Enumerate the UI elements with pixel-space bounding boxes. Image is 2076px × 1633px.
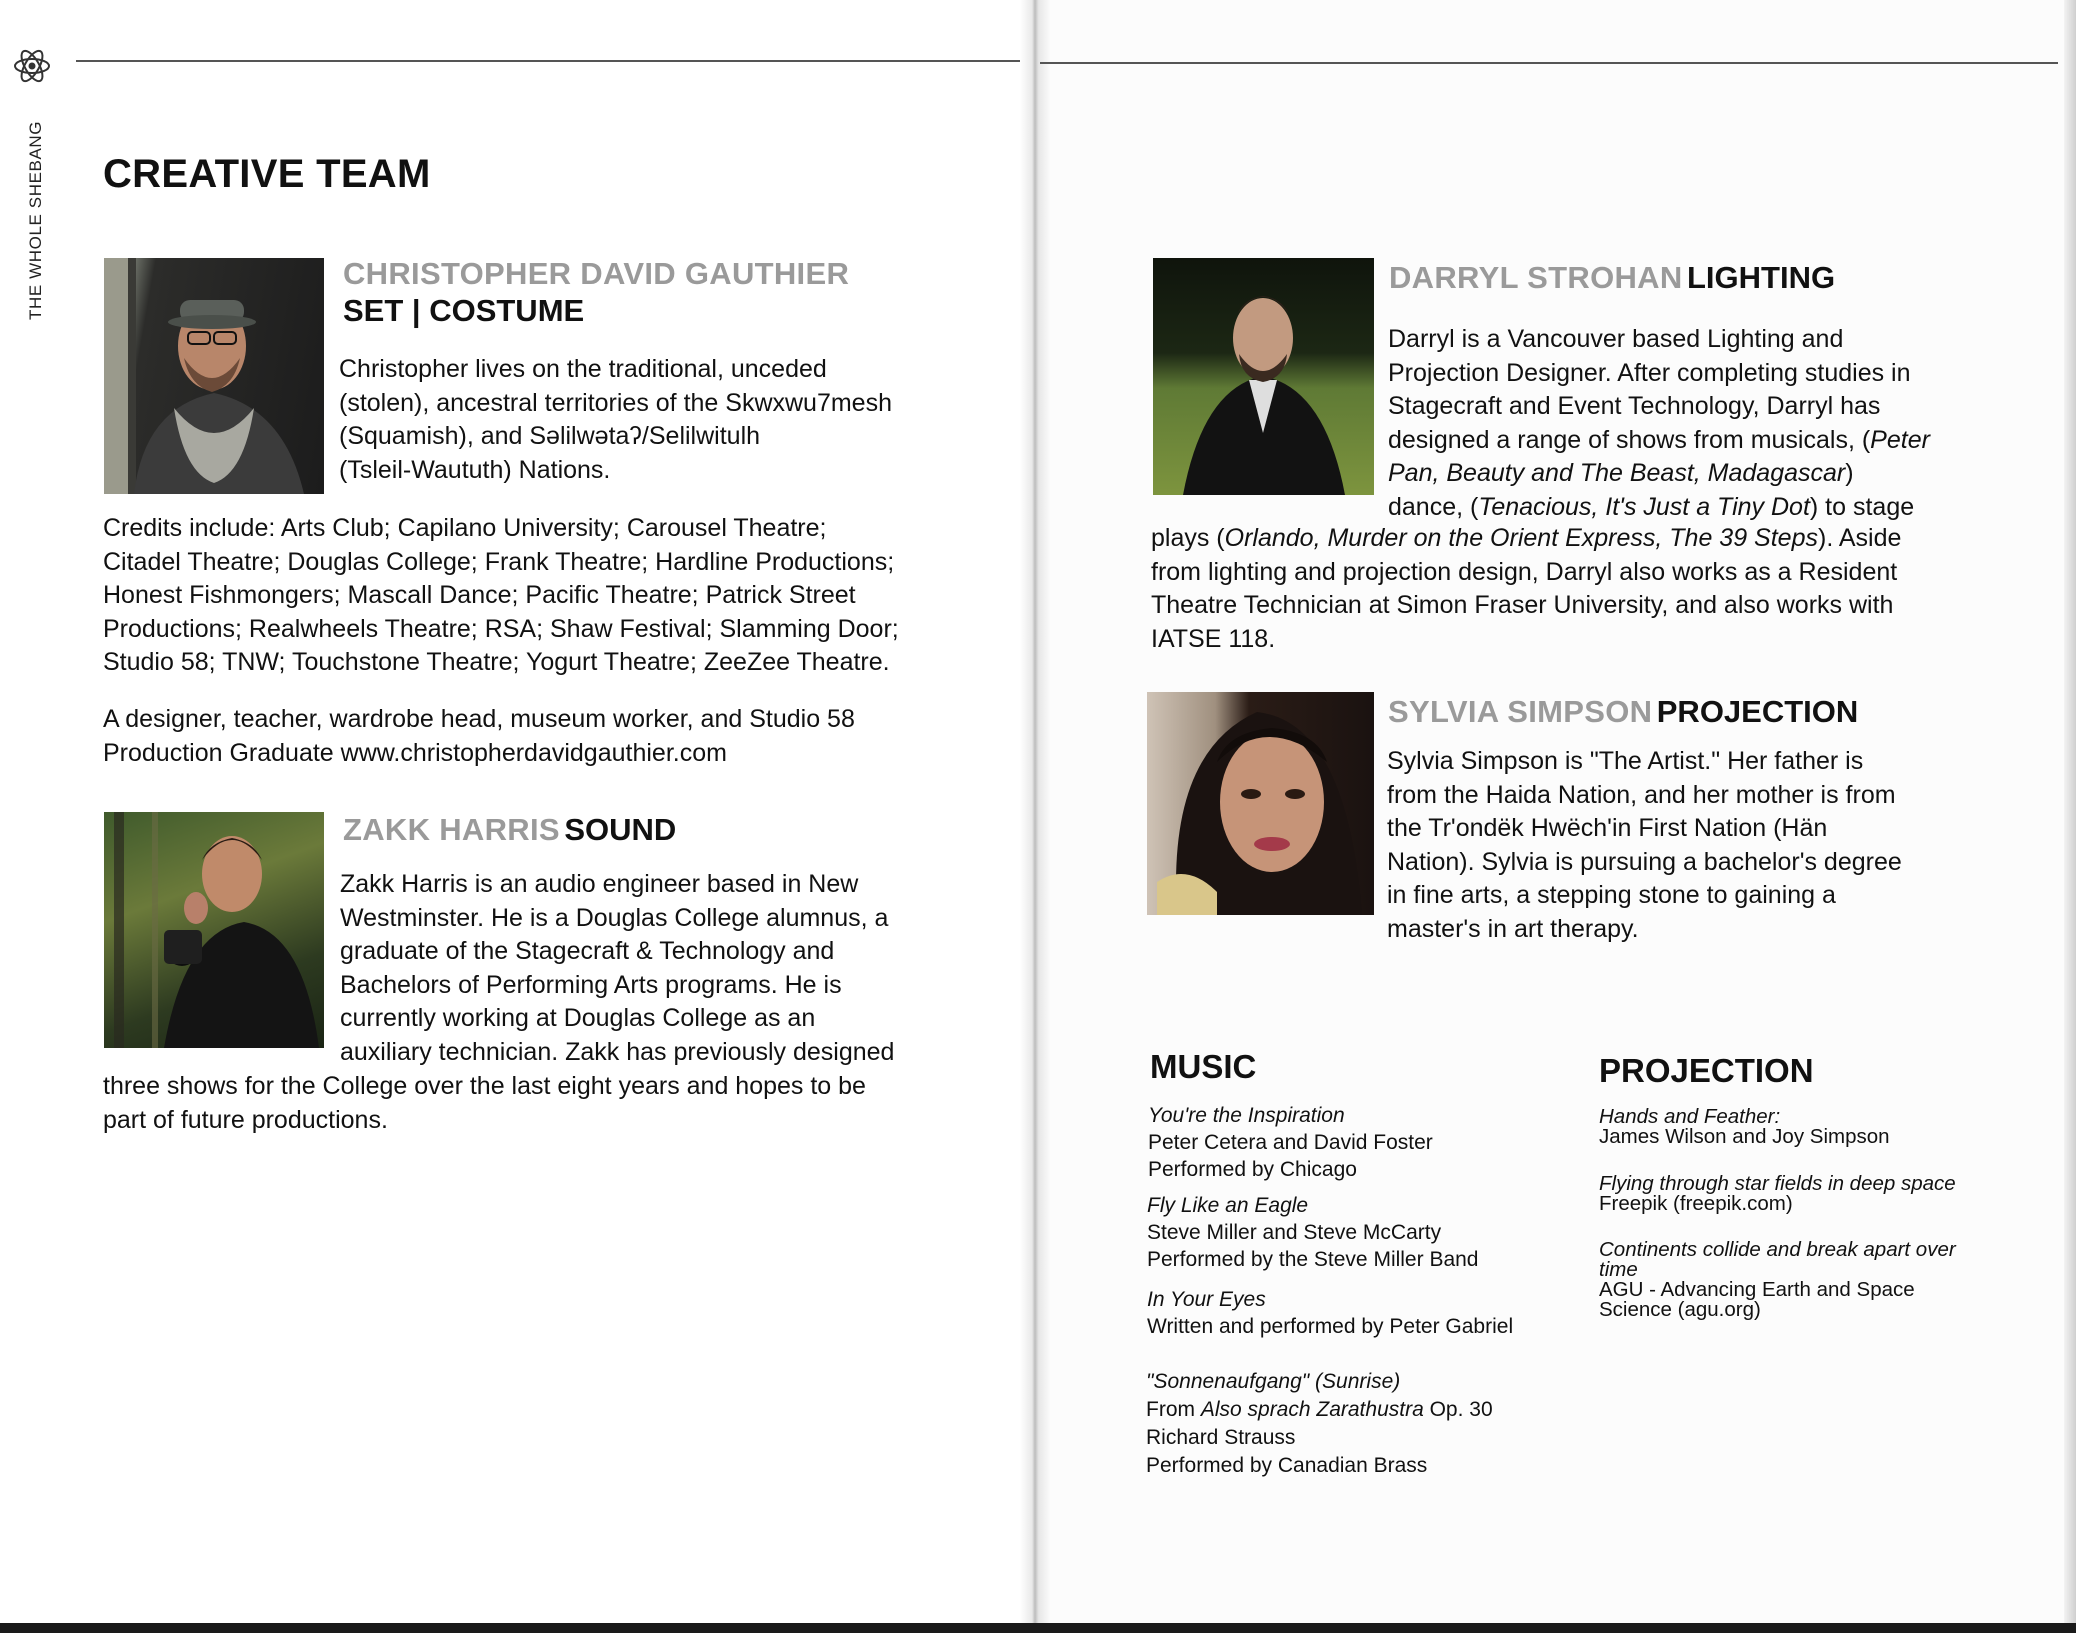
bio-darryl-continued: plays (Orlando, Murder on the Orient Express, The 39 Steps). Aside from lighting and projection design, Darryl also works as a Resident Theatre Technician at Simon Fraser University, and also works with IATSE 118.: [1151, 524, 1902, 653]
member-name-christopher: CHRISTOPHER DAVID GAUTHIER: [343, 256, 850, 291]
section-title: CREATIVE TEAM: [103, 152, 431, 196]
book-gutter: [1020, 0, 1050, 1633]
music-item: "Sonnenaufgang" (Sunrise) From Also sprach Zarathustra Op. 30 Richard Strauss Performed by Canadian Brass: [1146, 1370, 1493, 1477]
photo-zakk: [104, 812, 324, 1048]
member-heading-zakk: ZAKK HARRIS SOUND: [343, 812, 677, 847]
photo-christopher: [104, 258, 324, 494]
projection-item: Flying through star fields in deep space Freepik (freepik.com): [1599, 1172, 1956, 1215]
projection-heading: PROJECTION: [1599, 1052, 1814, 1089]
projection-item: Hands and Feather: James Wilson and Joy Simpson: [1599, 1105, 1890, 1148]
bio-christopher: Christopher lives on the traditional, unceded (stolen), ancestral territories of the Skwxwu7mesh (Squamish), and Səlilwətaʔ/Selilwitulh (Tsleil-Waututh) Nations.: [339, 355, 892, 484]
credits-christopher: Credits include: Arts Club; Capilano University; Carousel Theatre; Citadel Theatre; Douglas College; Frank Theatre; Hardline Productions; Honest Fishmongers; Mascall Dance; Pacific Theatre; Patrick Street Productions; Realwheels Theatre; RSA; Shaw Festival; Slamming Door; Studio 58; TNW; Touchstone Theatre; Yogurt Theatre; ZeeZee Theatre.: [103, 514, 899, 676]
about-christopher: A designer, teacher, wardrobe head, museum worker, and Studio 58 Production Graduate www.christopherdavidgauthier.com: [103, 705, 855, 767]
bio-zakk-continued: three shows for the College over the last eight years and hopes to be part of future productions.: [103, 1072, 866, 1134]
bio-sylvia: Sylvia Simpson is "The Artist." Her father is from the Haida Nation, and her mother is from the Tr'ondëk Hwëch'in First Nation (Hän Nation). Sylvia is pursuing a bachelor's degree in fine arts, a stepping stone to gaining a master's in art therapy.: [1387, 747, 1902, 943]
bio-darryl: Darryl is a Vancouver based Lighting and Projection Designer. After completing studies in Stagecraft and Event Technology, Darryl has designed a range of shows from musicals, (Peter Pan, Beauty and The Beast, Madagascar) dance, (Tenacious, It's Just a Tiny Dot) to stage: [1388, 325, 1930, 521]
member-heading-sylvia: SYLVIA SIMPSON PROJECTION: [1388, 694, 1859, 729]
page-edge: [2064, 0, 2076, 1633]
projection-item: Continents collide and break apart over time AGU - Advancing Earth and Space Science (agu.org): [1599, 1238, 1956, 1321]
photo-sylvia: [1147, 692, 1374, 915]
member-heading-darryl: DARRYL STROHAN LIGHTING: [1389, 260, 1836, 295]
page-bottom-edge: [0, 1623, 2076, 1633]
bio-zakk: Zakk Harris is an audio engineer based in New Westminster. He is a Douglas College alumnus, a graduate of the Stagecraft & Technology and Bachelors of Performing Arts programs. He is currently working at Douglas College as an auxiliary technician. Zakk has previously designed: [340, 870, 895, 1066]
photo-darryl: [1153, 258, 1374, 495]
music-item: In Your Eyes Written and performed by Peter Gabriel: [1147, 1288, 1514, 1338]
member-role-christopher: SET | COSTUME: [343, 293, 585, 328]
publication-side-label: THE WHOLE SHEBANG: [26, 120, 45, 320]
music-item: You're the Inspiration Peter Cetera and David Foster Performed by Chicago: [1148, 1104, 1433, 1181]
header-rule-left: [76, 60, 1020, 62]
music-heading: MUSIC: [1150, 1048, 1257, 1085]
music-item: Fly Like an Eagle Steve Miller and Steve McCarty Performed by the Steve Miller Band: [1147, 1194, 1479, 1271]
header-rule-right: [1040, 62, 2058, 64]
